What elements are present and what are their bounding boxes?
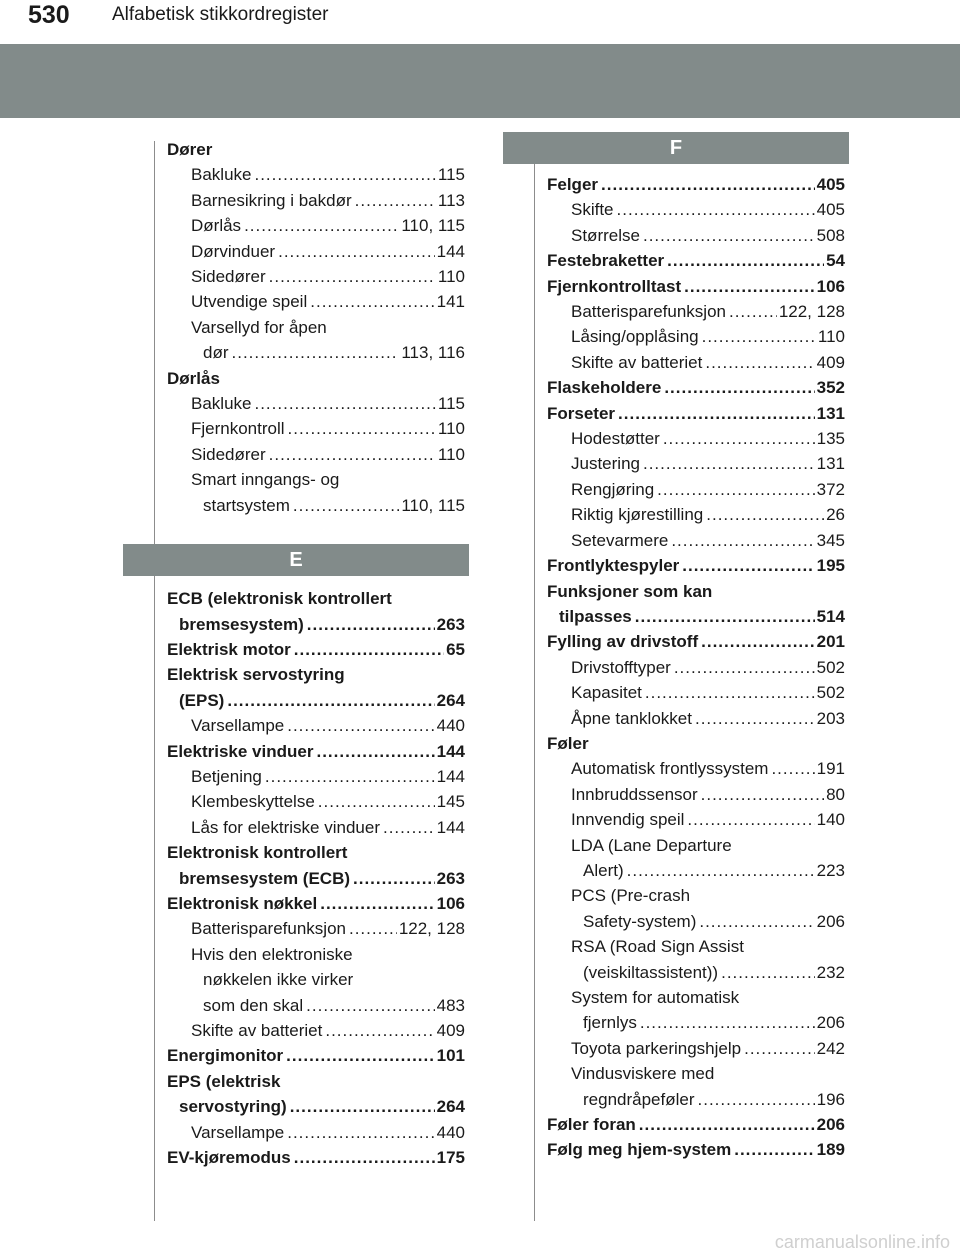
entry-term: Elektriske vinduer <box>167 741 314 761</box>
entry-term: Energimonitor <box>167 1046 284 1066</box>
dot-leader <box>706 502 824 527</box>
entry-term: Toyota parkeringshjelp <box>571 1038 742 1058</box>
dot-leader <box>698 1087 815 1112</box>
entry-term: Dørlås <box>167 368 220 388</box>
index-entry <box>167 416 465 441</box>
index-entry <box>167 612 465 637</box>
entry-page-ref: 144 <box>436 817 465 837</box>
entry-term: Elektronisk nøkkel <box>167 893 318 913</box>
dot-leader <box>293 493 399 518</box>
dot-leader <box>657 477 814 502</box>
index-entry <box>547 197 845 222</box>
entry-term: Festebraketter <box>547 251 665 271</box>
dot-leader <box>310 289 434 314</box>
entry-page-ref: 223 <box>816 860 845 880</box>
dot-leader <box>701 782 824 807</box>
dot-leader <box>286 1043 434 1068</box>
index-entry <box>547 756 845 781</box>
index-entry <box>547 324 845 349</box>
entry-page-ref: 206 <box>816 1115 845 1135</box>
entry-term: Forseter <box>547 403 616 423</box>
index-entry <box>547 350 845 375</box>
entry-page-ref: 195 <box>816 556 845 576</box>
entry-page-ref: 440 <box>436 1122 465 1142</box>
entry-page-ref: 131 <box>816 403 845 423</box>
entry-term: Innvendig speil <box>571 810 685 830</box>
index-entry <box>547 248 845 273</box>
entry-page-ref: 131 <box>816 454 845 474</box>
dot-leader <box>695 706 815 731</box>
index-entry <box>547 985 845 1010</box>
dot-leader <box>663 426 815 451</box>
dot-leader <box>645 680 815 705</box>
dot-leader <box>265 764 435 789</box>
entry-term: Skifte av batteriet <box>191 1021 323 1040</box>
dot-leader <box>320 891 434 916</box>
entry-term: Størrelse <box>571 225 640 245</box>
index-entry <box>547 477 845 502</box>
index-entry <box>547 451 845 476</box>
entry-term: dør <box>203 343 229 363</box>
entry-term: servostyring) <box>179 1097 287 1117</box>
index-entry <box>167 866 465 891</box>
index-entry <box>547 553 845 578</box>
entry-term: Sidedører <box>191 444 266 464</box>
index-entry <box>167 1094 465 1119</box>
index-entry <box>167 713 465 738</box>
index-entry <box>547 299 845 324</box>
index-entry <box>547 1036 845 1061</box>
index-entry <box>547 807 845 832</box>
dot-leader <box>701 629 814 654</box>
entry-page-ref: 80 <box>826 784 845 804</box>
index-entry <box>547 1112 845 1137</box>
entry-page-ref: 135 <box>816 429 845 449</box>
dot-leader <box>269 442 436 467</box>
index-entry <box>167 1069 465 1094</box>
index-entry <box>547 858 845 883</box>
entry-term: Elektrisk motor <box>167 639 291 659</box>
entry-page-ref: 145 <box>436 792 465 812</box>
entry-term: nøkkelen ikke virker <box>203 970 354 990</box>
entry-page-ref: 113 <box>437 190 465 210</box>
entry-page-ref: 203 <box>816 708 845 728</box>
entry-term: Innbruddssensor <box>571 784 698 804</box>
entry-term: Alert) <box>583 860 624 880</box>
dot-leader <box>635 604 815 629</box>
index-entry <box>167 637 465 662</box>
entry-term: Bakluke <box>191 165 252 185</box>
entry-page-ref: 26 <box>826 505 845 525</box>
dot-leader <box>687 807 814 832</box>
entry-term: Vindusviskere med <box>571 1064 715 1084</box>
index-entry <box>547 274 845 299</box>
entry-page-ref: 110, 115 <box>401 495 465 515</box>
entry-page-ref: 263 <box>436 614 465 634</box>
entry-term: Dørvinduer <box>191 241 276 261</box>
entry-page-ref: 502 <box>816 657 845 677</box>
entry-term: Dører <box>167 140 213 159</box>
dot-leader <box>705 350 814 375</box>
entry-page-ref: 232 <box>816 962 845 982</box>
entry-term: startsystem <box>203 495 290 515</box>
entry-term: Fylling av drivstoff <box>547 632 699 652</box>
index-entry <box>167 315 465 340</box>
index-entry <box>167 264 465 289</box>
entry-page-ref: 196 <box>816 1089 845 1109</box>
index-entry <box>167 1120 465 1145</box>
index-entry <box>167 442 465 467</box>
index-entry <box>547 655 845 680</box>
entry-page-ref: 502 <box>816 683 845 703</box>
entry-term: Justering <box>571 454 640 474</box>
dot-leader <box>227 688 434 713</box>
entry-term: Føler <box>547 733 589 753</box>
index-entry <box>167 840 465 865</box>
entry-page-ref: 65 <box>446 639 465 659</box>
entry-page-ref: 110, 115 <box>401 216 465 236</box>
dot-leader <box>643 451 815 476</box>
entry-page-ref: 101 <box>436 1046 465 1066</box>
entry-term: som den skal <box>203 995 304 1015</box>
index-entry <box>167 391 465 416</box>
entry-page-ref: 264 <box>436 1097 465 1117</box>
entry-page-ref: 54 <box>826 251 845 271</box>
index-entry <box>547 883 845 908</box>
dot-leader <box>684 274 815 299</box>
entry-term: (veiskiltassistent)) <box>583 962 719 982</box>
index-entry <box>167 789 465 814</box>
entry-page-ref: 405 <box>816 200 845 220</box>
entry-page-ref: 242 <box>816 1038 845 1058</box>
entry-page-ref: 113, 116 <box>401 343 465 363</box>
dot-leader <box>671 528 814 553</box>
entry-page-ref: 345 <box>816 530 845 550</box>
dot-leader <box>667 248 824 273</box>
entry-page-ref: 409 <box>436 1021 465 1040</box>
dot-leader <box>674 655 815 680</box>
entry-term: Automatisk frontlyssystem <box>571 759 769 779</box>
entry-page-ref: 372 <box>816 479 845 499</box>
index-entry <box>547 223 845 248</box>
index-entry <box>167 688 465 713</box>
entry-term: Flaskeholdere <box>547 378 662 398</box>
index-entry <box>547 960 845 985</box>
index-entry <box>167 213 465 238</box>
index-entry <box>547 1087 845 1112</box>
entry-page-ref: 201 <box>816 632 845 652</box>
dot-leader <box>353 866 435 891</box>
entry-page-ref: 191 <box>816 759 845 779</box>
index-entry <box>167 815 465 840</box>
index-entry <box>167 993 465 1018</box>
entry-term: Fjernkontrolltast <box>547 276 682 296</box>
dot-leader <box>325 1018 434 1043</box>
entry-page-ref: 122, 128 <box>778 302 845 322</box>
entry-term: Betjening <box>191 766 262 786</box>
entry-page-ref: 409 <box>816 352 845 372</box>
index-entry <box>547 629 845 654</box>
dot-leader <box>702 324 816 349</box>
entry-term: Skifte <box>571 200 614 220</box>
entry-page-ref: 115 <box>437 394 465 414</box>
index-column-right <box>503 132 849 1163</box>
dot-leader <box>244 213 399 238</box>
entry-term: Frontlyktespyler <box>547 556 680 576</box>
entry-page-ref: 352 <box>816 378 845 398</box>
index-entry <box>547 680 845 705</box>
entry-term: Elektrisk servostyring <box>167 665 345 685</box>
section-header-e: E <box>123 544 469 576</box>
entry-page-ref: 189 <box>816 1140 845 1160</box>
entry-term: Fjernkontroll <box>191 419 285 439</box>
entry-term: Klembeskyttelse <box>191 792 315 812</box>
dot-leader <box>618 401 815 426</box>
entry-page-ref: 206 <box>816 911 845 931</box>
entry-term: Setevarmere <box>571 530 669 550</box>
dot-leader <box>254 162 435 187</box>
page-number: 530 <box>28 1 70 29</box>
entry-list-f <box>547 172 845 1163</box>
entry-term: PCS (Pre-crash <box>571 886 691 906</box>
entry-term: Varsellyd for åpen <box>191 317 327 337</box>
index-entry <box>167 1145 465 1170</box>
entry-term: fjernlys <box>583 1013 637 1033</box>
entry-term: (EPS) <box>179 690 225 710</box>
index-entry <box>547 731 845 756</box>
page-title: Alfabetisk stikkordregister <box>112 4 329 25</box>
index-entry <box>167 467 465 492</box>
dot-leader <box>287 1120 434 1145</box>
index-entry <box>547 934 845 959</box>
index-entry <box>547 833 845 858</box>
header-band <box>0 44 960 118</box>
dot-leader <box>771 756 814 781</box>
index-entry <box>547 426 845 451</box>
dot-leader <box>287 713 434 738</box>
entry-page-ref: 175 <box>436 1148 465 1168</box>
index-entry <box>167 916 465 941</box>
dot-leader <box>306 993 434 1018</box>
index-column-left <box>123 137 469 1170</box>
entry-list-e <box>167 586 465 1170</box>
dot-leader <box>290 1094 435 1119</box>
entry-term: EV-kjøremodus <box>167 1148 291 1168</box>
index-entry <box>547 375 845 400</box>
index-entry <box>167 764 465 789</box>
entry-page-ref: 263 <box>436 868 465 888</box>
entry-term: Drivstofftyper <box>571 657 671 677</box>
entry-term: Batterisparefunksjon <box>571 302 726 322</box>
index-entry <box>547 401 845 426</box>
entry-term: Safety-system) <box>583 911 697 931</box>
index-entry <box>167 188 465 213</box>
entry-term: Lås for elektriske vinduer <box>191 817 380 837</box>
dot-leader <box>744 1036 815 1061</box>
index-entry <box>167 340 465 365</box>
entry-page-ref: 115 <box>437 165 465 185</box>
entry-page-ref: 405 <box>816 175 845 194</box>
dot-leader <box>349 916 397 941</box>
entry-term: Smart inngangs- og <box>191 470 340 490</box>
entry-term: Batterisparefunksjon <box>191 919 346 939</box>
dot-leader <box>307 612 435 637</box>
index-entry <box>167 1043 465 1068</box>
index-entry <box>547 1010 845 1035</box>
entry-page-ref: 110 <box>437 444 465 464</box>
index-entry <box>547 528 845 553</box>
entry-term: Felger <box>547 175 599 194</box>
entry-page-ref: 110 <box>437 419 465 439</box>
entry-term: System for automatisk <box>571 988 740 1007</box>
entry-term: Åpne tanklokket <box>571 708 692 728</box>
dot-leader <box>617 197 815 222</box>
entry-term: Skifte av batteriet <box>571 352 703 372</box>
dot-leader <box>269 264 436 289</box>
index-entry <box>167 162 465 187</box>
dot-leader <box>643 223 815 248</box>
entry-term: Føler foran <box>547 1115 636 1135</box>
entry-page-ref: 144 <box>436 741 465 761</box>
index-entry <box>167 366 465 391</box>
entry-term: Varsellampe <box>191 1122 285 1142</box>
entry-page-ref: 106 <box>816 276 845 296</box>
entry-term: Riktig kjørestilling <box>571 505 704 525</box>
index-entry <box>167 739 465 764</box>
entry-page-ref: 140 <box>816 810 845 830</box>
entry-term: Sidedører <box>191 267 266 287</box>
index-entry <box>167 1018 465 1043</box>
entry-list-continued <box>167 137 465 518</box>
index-entry <box>547 172 845 197</box>
index-entry <box>167 891 465 916</box>
entry-term: Hodestøtter <box>571 429 660 449</box>
dot-leader <box>294 637 444 662</box>
entry-page-ref: 440 <box>436 716 465 736</box>
entry-page-ref: 110 <box>817 327 845 347</box>
index-entry <box>547 1061 845 1086</box>
entry-term: bremsesystem (ECB) <box>179 868 351 888</box>
dot-leader <box>294 1145 435 1170</box>
index-entry <box>167 586 465 611</box>
dot-leader <box>318 789 435 814</box>
dot-leader <box>640 1010 815 1035</box>
index-entry <box>547 579 845 604</box>
index-entry <box>167 137 465 162</box>
dot-leader <box>232 340 400 365</box>
dot-leader <box>639 1112 815 1137</box>
index-entry <box>547 782 845 807</box>
entry-term: Barnesikring i bakdør <box>191 190 352 210</box>
entry-term: Hvis den elektroniske <box>191 944 353 964</box>
dot-leader <box>699 909 814 934</box>
entry-term: bremsesystem) <box>179 614 304 634</box>
index-entry <box>547 706 845 731</box>
dot-leader <box>682 553 814 578</box>
entry-term: Elektronisk kontrollert <box>167 843 348 863</box>
index-entry <box>547 604 845 629</box>
entry-page-ref: 110 <box>437 267 465 287</box>
entry-page-ref: 264 <box>436 690 465 710</box>
entry-term: Rengjøring <box>571 479 655 499</box>
dot-leader <box>734 1137 814 1162</box>
index-entry <box>167 239 465 264</box>
dot-leader <box>383 815 435 840</box>
section-header-f: F <box>503 132 849 164</box>
index-entry <box>547 1137 845 1162</box>
entry-term: Kapasitet <box>571 683 642 703</box>
entry-page-ref: 106 <box>436 893 465 913</box>
entry-term: Følg meg hjem-system <box>547 1140 732 1160</box>
entry-page-ref: 144 <box>436 241 465 261</box>
index-entry <box>547 909 845 934</box>
entry-term: Utvendige speil <box>191 292 308 312</box>
index-entry <box>547 502 845 527</box>
entry-page-ref: 483 <box>436 995 465 1015</box>
dot-leader <box>355 188 436 213</box>
entry-term: Dørlås <box>191 216 242 236</box>
entry-page-ref: 508 <box>816 225 845 245</box>
dot-leader <box>288 416 436 441</box>
index-entry <box>167 662 465 687</box>
page-header <box>0 0 960 32</box>
entry-term: Funksjoner som kan <box>547 581 713 601</box>
entry-term: regndråpeføler <box>583 1089 695 1109</box>
entry-term: tilpasses <box>559 606 632 626</box>
dot-leader <box>254 391 435 416</box>
index-entry <box>167 942 465 967</box>
index-entry <box>167 493 465 518</box>
dot-leader <box>721 960 815 985</box>
entry-page-ref: 144 <box>436 766 465 786</box>
entry-term: RSA (Road Sign Assist <box>571 937 744 957</box>
entry-term: ECB (elektronisk kontrollert <box>167 589 392 609</box>
dot-leader <box>601 172 815 197</box>
watermark: carmanualsonline.info <box>774 1232 950 1252</box>
entry-term: Varsellampe <box>191 716 285 736</box>
entry-term: Bakluke <box>191 394 252 414</box>
dot-leader <box>627 858 815 883</box>
dot-leader <box>316 739 434 764</box>
dot-leader <box>729 299 777 324</box>
entry-page-ref: 206 <box>816 1013 845 1033</box>
entry-page-ref: 141 <box>436 292 465 312</box>
entry-term: EPS (elektrisk <box>167 1071 281 1091</box>
index-entry <box>167 967 465 992</box>
entry-page-ref: 514 <box>816 606 845 626</box>
dot-leader <box>664 375 814 400</box>
entry-page-ref: 122, 128 <box>398 919 465 939</box>
dot-leader <box>278 239 435 264</box>
entry-term: LDA (Lane Departure <box>571 835 732 855</box>
entry-term: Låsing/opplåsing <box>571 327 699 347</box>
index-entry <box>167 289 465 314</box>
